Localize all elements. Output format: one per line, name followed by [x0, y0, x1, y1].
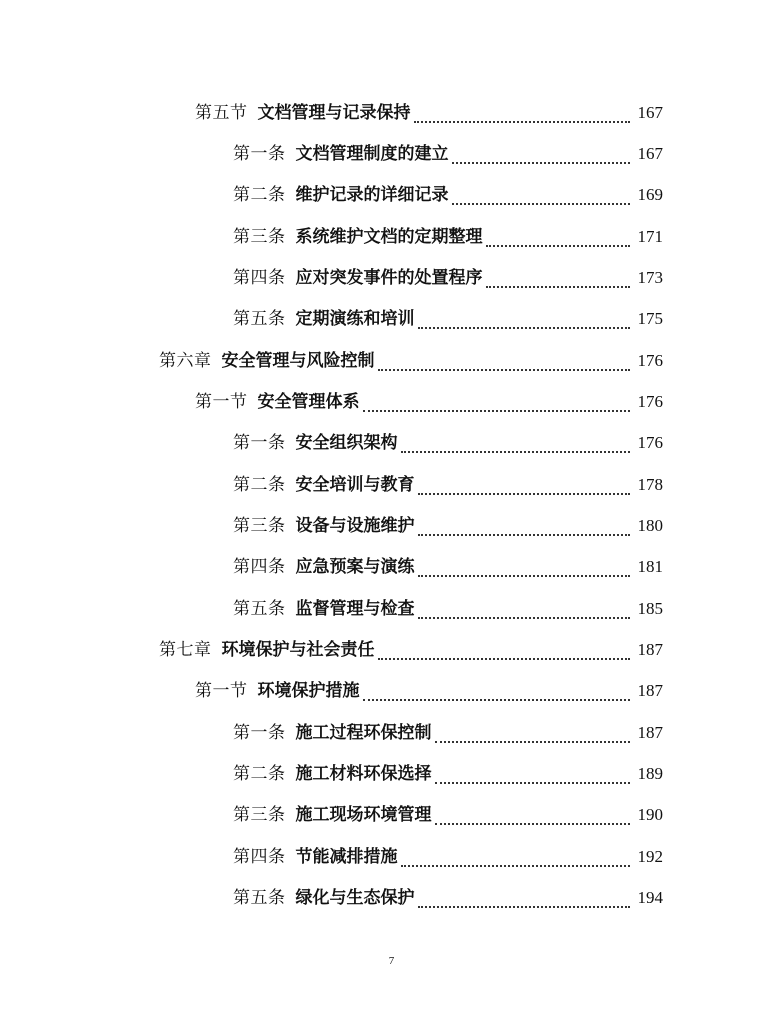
- toc-dot-leader: [486, 272, 631, 288]
- toc-entry-number: 第五条: [233, 887, 286, 908]
- toc-entry[interactable]: [0, 753, 783, 794]
- toc-entry-title: 设备与设施维护: [295, 515, 415, 536]
- toc-entry-title: 施工现场环境管理: [295, 805, 432, 826]
- toc-entry[interactable]: [0, 257, 783, 298]
- toc-entry[interactable]: [0, 547, 783, 588]
- toc-entry-number: 第二条: [233, 763, 286, 784]
- toc-entry[interactable]: [0, 175, 783, 216]
- toc-entry-number: 第五节: [195, 102, 248, 123]
- toc-entry-page: 176: [637, 350, 663, 370]
- toc-entry-number: 第三条: [233, 226, 286, 247]
- toc-entry[interactable]: [0, 877, 783, 918]
- toc-entry[interactable]: [0, 795, 783, 836]
- toc-entry[interactable]: [0, 423, 783, 464]
- toc-entry-page: 187: [637, 639, 663, 659]
- toc-entry-number: 第一条: [233, 433, 286, 454]
- toc-entry-title: 绿化与生态保护: [295, 887, 415, 908]
- toc-entry-number: 第三条: [233, 515, 286, 536]
- toc-dot-leader: [452, 148, 631, 164]
- toc-entry[interactable]: [0, 836, 783, 877]
- toc-entry-page: 187: [637, 722, 663, 742]
- toc-dot-leader: [363, 396, 631, 412]
- toc-entry-title: 应对突发事件的处置程序: [295, 267, 483, 288]
- toc-entry-number: 第二条: [233, 185, 286, 206]
- toc-entry-number: 第一条: [233, 722, 286, 743]
- toc-entry-number: 第四条: [233, 267, 286, 288]
- toc-dot-leader: [378, 355, 631, 371]
- toc-entry[interactable]: [0, 92, 783, 133]
- toc-dot-leader: [486, 231, 631, 247]
- toc-entry[interactable]: [0, 133, 783, 174]
- toc-entry-title: 安全管理体系: [257, 391, 360, 412]
- toc-entry-title: 定期演练和培训: [295, 309, 415, 330]
- toc-dot-leader: [414, 107, 631, 123]
- toc-entry-page: 190: [637, 805, 663, 825]
- toc-dot-leader: [363, 685, 631, 701]
- toc-entry-page: 167: [637, 102, 663, 122]
- toc-entry-title: 节能减排措施: [295, 846, 398, 867]
- toc-dot-leader: [418, 603, 631, 619]
- toc-entry[interactable]: [0, 505, 783, 546]
- toc-entry-title: 安全培训与教育: [295, 474, 415, 495]
- toc-entry-page: 180: [637, 515, 663, 535]
- toc-dot-leader: [435, 768, 631, 784]
- toc-entry-title: 施工过程环保控制: [295, 722, 432, 743]
- toc-entry-page: 178: [637, 474, 663, 494]
- toc-entry-title: 安全管理与风险控制: [221, 350, 375, 371]
- toc-entry[interactable]: [0, 299, 783, 340]
- toc-entry-page: 175: [637, 309, 663, 329]
- toc-dot-leader: [418, 561, 631, 577]
- toc-entry-page: 192: [637, 846, 663, 866]
- toc-entry-title: 环境保护措施: [257, 681, 360, 702]
- toc-entry[interactable]: [0, 712, 783, 753]
- toc-entry-title: 文档管理与记录保持: [257, 102, 411, 123]
- toc-entry-number: 第一节: [195, 391, 248, 412]
- table-of-contents: [0, 92, 783, 919]
- page-number: 7: [388, 955, 395, 967]
- toc-entry-number: 第四条: [233, 557, 286, 578]
- toc-entry-title: 文档管理制度的建立: [295, 143, 449, 164]
- toc-entry-page: 167: [637, 143, 663, 163]
- toc-entry-number: 第五条: [233, 309, 286, 330]
- toc-dot-leader: [418, 520, 631, 536]
- toc-entry[interactable]: [0, 671, 783, 712]
- toc-dot-leader: [435, 727, 631, 743]
- toc-entry-page: 173: [637, 267, 663, 287]
- toc-entry-page: 169: [637, 185, 663, 205]
- toc-entry-page: 187: [637, 681, 663, 701]
- toc-entry-title: 维护记录的详细记录: [295, 185, 449, 206]
- toc-entry-title: 环境保护与社会责任: [221, 639, 375, 660]
- toc-entry-number: 第三条: [233, 805, 286, 826]
- toc-entry-title: 系统维护文档的定期整理: [295, 226, 483, 247]
- toc-entry[interactable]: [0, 340, 783, 381]
- toc-entry-page: 176: [637, 433, 663, 453]
- toc-entry-number: 第一条: [233, 143, 286, 164]
- toc-entry-title: 施工材料环保选择: [295, 763, 432, 784]
- toc-entry-page: 171: [637, 226, 663, 246]
- toc-entry-page: 181: [637, 557, 663, 577]
- toc-entry-number: 第五条: [233, 598, 286, 619]
- toc-entry-page: 189: [637, 763, 663, 783]
- toc-dot-leader: [435, 809, 631, 825]
- toc-entry-number: 第六章: [159, 350, 212, 371]
- toc-entry-page: 176: [637, 391, 663, 411]
- toc-entry-number: 第二条: [233, 474, 286, 495]
- toc-dot-leader: [452, 189, 631, 205]
- toc-entry-page: 185: [637, 598, 663, 618]
- toc-entry-page: 194: [637, 887, 663, 907]
- toc-entry[interactable]: [0, 216, 783, 257]
- toc-entry-title: 应急预案与演练: [295, 557, 415, 578]
- toc-entry[interactable]: [0, 629, 783, 670]
- toc-dot-leader: [378, 644, 631, 660]
- toc-dot-leader: [418, 892, 631, 908]
- toc-entry[interactable]: [0, 464, 783, 505]
- toc-entry-number: 第七章: [159, 639, 212, 660]
- toc-entry-title: 安全组织架构: [295, 433, 398, 454]
- toc-dot-leader: [401, 851, 631, 867]
- toc-entry-number: 第一节: [195, 681, 248, 702]
- toc-entry-title: 监督管理与检查: [295, 598, 415, 619]
- toc-entry[interactable]: [0, 588, 783, 629]
- toc-entry[interactable]: [0, 381, 783, 422]
- toc-entry-number: 第四条: [233, 846, 286, 867]
- toc-dot-leader: [401, 437, 631, 453]
- toc-dot-leader: [418, 479, 631, 495]
- toc-dot-leader: [418, 313, 631, 329]
